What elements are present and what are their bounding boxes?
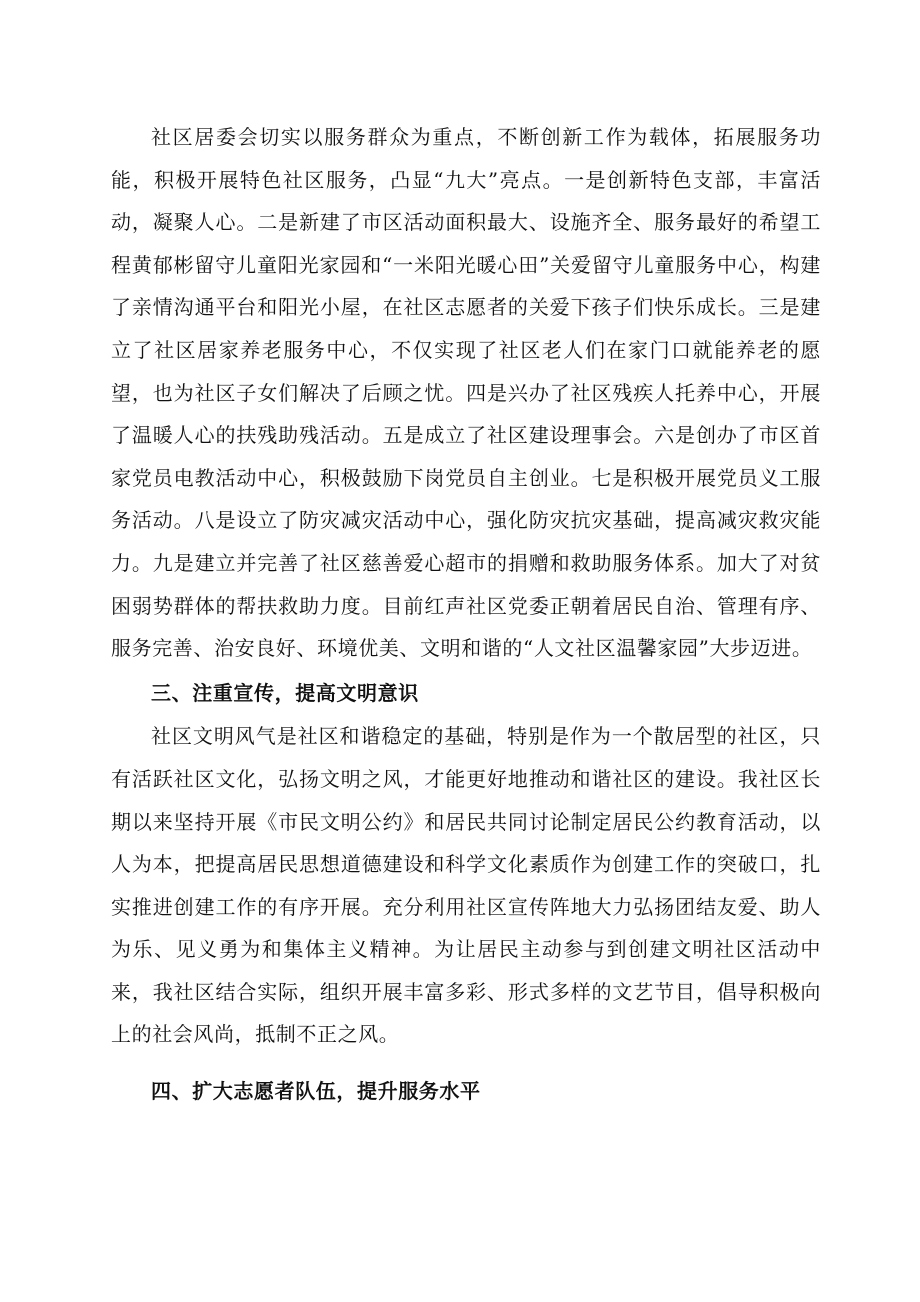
- section-heading-4: 四、扩大志愿者队伍，提升服务水平: [151, 1079, 481, 1104]
- paragraph-community-services: 社区居委会切实以服务群众为重点，不断创新工作为载体，拓展服务功能，积极开展特色社区服务，凸显“九大”亮点。一是创新特色支部，丰富活动，凝聚人心。二是新建了市区活动面积最大、设施齐全、服务最好的希望工程黄郁彬留守儿童阳光家园和“一米阳光暖心田”关爱留守儿童服务中心，构建了亲情沟通平台和阳光小屋，在社区志愿者的关爱下孩子们快乐成长。三是建立了社区居家养老服务中心，不仅实现了社区老人们在家门口就能养老的愿望，也为社区子女们解决了后顾之忧。四是兴办了社区残疾人托养中心，开展了温暖人心的扶残助残活动。五是成立了社区建设理事会。六是创办了市区首家党员电教活动中心，积极鼓励下岗党员自主创业。七是积极开展党员义工服务活动。八是设立了防灾减灾活动中心，强化防灾抗灾基础，提高减灾救灾能力。九是建立并完善了社区慈善爱心超市的捐赠和救助服务体系。加大了对贫困弱势群体的帮扶救助力度。目前红声社区党委正朝着居民自治、管理有序、服务完善、治安良好、环境优美、文明和谐的“人文社区温馨家园”大步迈进。: [111, 125, 821, 661]
- paragraph-civilization-publicity: 社区文明风气是社区和谐稳定的基础，特别是作为一个散居型的社区，只有活跃社区文化，弘扬文明之风，才能更好地推动和谐社区的建设。我社区长期以来坚持开展《市民文明公约》和居民共同讨论制定居民公约教育活动，以人为本，把提高居民思想道德建设和科学文化素质作为创建工作的突破口，扎实推进创建工作的有序开展。充分利用社区宣传阵地大力弘扬团结友爱、助人为乐、见义勇为和集体主义精神。为让居民主动参与到创建文明社区活动中来，我社区结合实际，组织开展丰富多彩、形式多样的文艺节目，倡导积极向上的社会风尚，抵制不正之风。: [111, 724, 821, 1047]
- document-page: [111, 116, 821, 1113]
- section-heading-3: 三、注重宣传，提高文明意识: [151, 680, 419, 705]
